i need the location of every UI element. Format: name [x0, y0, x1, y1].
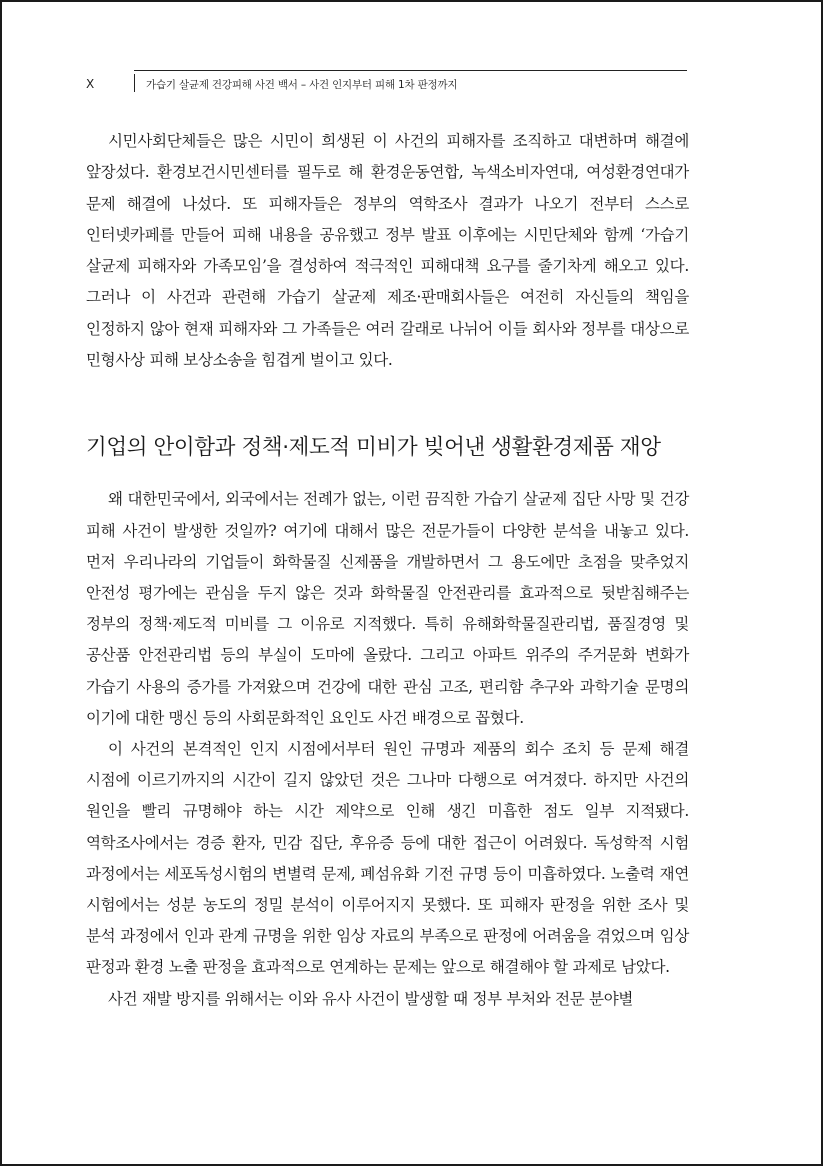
section-paragraph-1: 왜 대한민국에서, 외국에서는 전례가 없는, 이런 끔직한 가습기 살균제 집단 사망 및 건강 피해 사건이 발생한 것일까? 여기에 대해서 많은 전문가들이 다양한 분석을 내놓고 있다. 먼저 우리나라의 기업들이 화학물질 신제품을 개발하면서 그 용도에만 초점을 맞추었지 안전성 평가에는 관심을 두지 않은 것과 화학물질 안전관리를 효과적으로 뒷받침해주는 정부의 정책·제도적 미비를 그 이유로 지적했다. 특히 유해화학물질관리법, 품질경영 및 공산품 안전관리법 등의 부실이 도마에 올랐다. 그리고 아파트 위주의 주거문화 변화가 가습기 사용의 증가를 가져왔으며 건강에 대한 관심 고조, 편리함 추구와 과학기술 문명의 이기에 대한 맹신 등의 사회문화적인 요인도 사건 배경으로 꼽혔다.: [86, 490, 689, 727]
page-number: X: [86, 77, 95, 91]
header-divider: [134, 74, 135, 92]
section-paragraph-3: 사건 재발 방지를 위해서는 이와 유사 사건이 발생할 때 정부 부처와 전문 분야별: [108, 989, 634, 1008]
section-heading: 기업의 안이함과 정책·제도적 미비가 빚어낸 생활환경제품 재앙: [86, 435, 661, 461]
running-head-title: 가습기 살균제 건강피해 사건 백서 – 사건 인지부터 피해 1차 판정까지: [146, 79, 458, 91]
header-rule: [134, 70, 687, 71]
intro-paragraph: 시민사회단체들은 많은 시민이 희생된 이 사건의 피해자를 조직하고 대변하며 해결에 앞장섰다. 환경보건시민센터를 필두로 해 환경운동연합, 녹색소비자연대, 여성환경연대가 문제 해결에 나섰다. 또 피해자들은 정부의 역학조사 결과가 나오기 전부터 스스로 인터넷카페를 만들어 피해 내용을 공유했고 정부 발표 이후에는 시민단체와 함께 ‘가습기 살균제 피해자와 가족모임’을 결성하여 적극적인 피해대책 요구를 줄기차게 해오고 있다. 그러나 이 사건과 관련해 가습기 살균제 제조·판매회사들은 여전히 자신들의 책임을 인정하지 않아 현재 피해자와 그 가족들은 여러 갈래로 나뉘어 이들 회사와 정부를 대상으로 민형사상 피해 보상소송을 힘겹게 벌이고 있다.: [86, 132, 689, 370]
section-paragraph-2: 이 사건의 본격적인 인지 시점에서부터 원인 규명과 제품의 회수 조치 등 문제 해결 시점에 이르기까지의 시간이 길지 않았던 것은 그나마 다행으로 여겨졌다. 하지만 사건의 원인을 빨리 규명해야 하는 시간 제약으로 인해 생긴 미흡한 점도 일부 지적됐다. 역학조사에서는 경증 환자, 민감 집단, 후유증 등에 대한 접근이 어려웠다. 독성학적 시험 과정에서는 세포독성시험의 변별력 문제, 폐섬유화 기전 규명 등이 미흡하였다. 노출력 재연 시험에서는 성분 농도의 정밀 분석이 이루어지지 못했다. 또 피해자 판정을 위한 조사 및 분석 과정에서 인과 관계 규명을 위한 임상 자료의 부족으로 판정에 어려움을 겪었으며 임상 판정과 환경 노출 판정을 효과적으로 연계하는 문제는 앞으로 해결해야 할 과제로 남았다.: [86, 740, 689, 977]
running-head: [84, 70, 687, 92]
body-text: [86, 126, 689, 1015]
